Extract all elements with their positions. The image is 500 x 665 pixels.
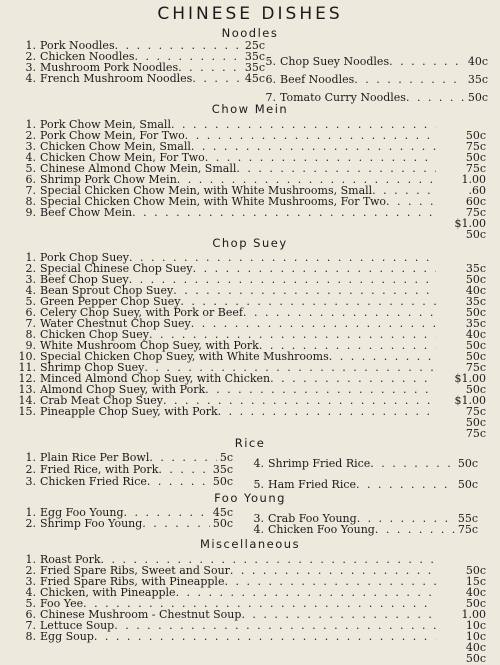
item-number: 8.: [25, 329, 36, 341]
item-name: Celery Chop Suey, with Pork or Beef: [40, 307, 243, 319]
item-price: 40c: [465, 328, 486, 341]
menu-item: [14, 73, 265, 85]
item-price: .60: [468, 184, 486, 197]
item-price: 50c: [465, 273, 486, 286]
item-name: Pineapple Chop Suey, with Pork: [40, 406, 218, 418]
item-number: 5.: [25, 598, 36, 610]
item-number: 10.: [18, 351, 36, 363]
item-price: 50c: [465, 564, 486, 577]
item-number: 1.: [25, 554, 36, 566]
menu-item: [250, 458, 478, 470]
item-name: Pork Chow Mein, For Two: [40, 130, 185, 142]
item-name: Crab Meat Chop Suey: [40, 395, 164, 407]
item-name: Lettuce Soup: [40, 620, 115, 632]
item-price: 50c: [465, 306, 486, 319]
leader-dots: [142, 518, 210, 530]
item-name: Minced Almond Chop Suey, with Chicken: [40, 373, 271, 385]
item-name: Chop Suey Noodles: [280, 56, 390, 68]
item-number: 4.: [25, 152, 36, 164]
item-price: 50c: [465, 228, 486, 241]
item-number: 3.: [25, 576, 36, 588]
item-number: 1.: [25, 40, 36, 52]
item-number: 6.: [265, 74, 276, 86]
item-number: 3.: [25, 274, 36, 286]
item-price: 50c: [465, 350, 486, 363]
item-name: Beef Noodles: [280, 74, 355, 86]
item-number: 2.: [25, 51, 36, 63]
item-number: 15.: [18, 406, 36, 418]
item-price: 25c: [244, 40, 265, 52]
item-price: 75c: [465, 162, 486, 175]
leader-dots: [147, 476, 210, 488]
item-number: 6.: [25, 307, 36, 319]
leader-dots: [370, 458, 455, 470]
item-price: 15c: [465, 575, 486, 588]
item-name: Chinese Almond Chow Mein, Small: [40, 163, 237, 175]
item-number: 1.: [25, 119, 36, 131]
leader-dots: [94, 631, 436, 643]
item-name: Chicken Chop Suey: [40, 329, 149, 341]
section-foo-young: Foo Young: [214, 491, 286, 505]
section-rice: Rice: [234, 436, 266, 450]
leader-dots: [375, 524, 455, 536]
menu-item: [14, 464, 233, 476]
section-chow-mein: Chow Mein: [211, 102, 289, 116]
menu-item: [262, 56, 488, 68]
item-name: Beef Chow Mein: [40, 207, 133, 219]
item-price: 75c: [465, 405, 486, 418]
item-price: 50c: [465, 416, 486, 429]
item-name: White Mushroom Chop Suey, with Pork: [40, 340, 259, 352]
item-price: 40c: [467, 56, 488, 68]
item-price: 50c: [212, 518, 233, 530]
item-number: 4.: [253, 458, 264, 470]
item-price: 35c: [244, 62, 265, 74]
item-name: Ham Fried Rice: [268, 479, 357, 491]
menu-item: [14, 631, 436, 643]
item-number: 2.: [25, 518, 36, 530]
item-price: 55c: [457, 513, 478, 525]
item-name: Pork Noodles: [40, 40, 115, 52]
item-name: Beef Chop Suey: [40, 274, 129, 286]
leader-dots: [389, 56, 465, 68]
item-name: Plain Rice Per Bowl: [40, 452, 150, 464]
item-price: 40c: [465, 586, 486, 599]
item-number: 5.: [25, 163, 36, 175]
item-number: 6.: [25, 174, 36, 186]
item-number: 3.: [25, 62, 36, 74]
item-price: 50c: [465, 129, 486, 142]
item-price: 50c: [465, 383, 486, 396]
item-number: 4.: [25, 285, 36, 297]
item-name: Special Chicken Chow Mein, with White Mushrooms, Small: [40, 185, 373, 197]
item-name: French Mushroom Noodles: [40, 73, 193, 85]
item-price: 50c: [212, 476, 233, 488]
leader-dots: [192, 73, 242, 85]
item-price: 50c: [457, 458, 478, 470]
item-name: Green Pepper Chop Suey: [40, 296, 181, 308]
menu-item: [14, 406, 436, 418]
item-price: 50c: [465, 652, 486, 665]
page-title: CHINESE DISHES: [157, 4, 343, 24]
menu-item: [262, 74, 488, 86]
item-price: 5c: [219, 452, 233, 464]
item-price: 1.00: [461, 608, 486, 621]
item-number: 13.: [18, 384, 36, 396]
item-number: 2.: [25, 565, 36, 577]
item-name: Chicken Foo Young: [268, 524, 375, 536]
item-price: 10c: [465, 619, 486, 632]
leader-dots: [158, 464, 209, 476]
item-name: Special Chicken Chow Mein, with White Mushrooms, For Two: [40, 196, 386, 208]
item-price: 35c: [465, 262, 486, 275]
item-number: 9.: [25, 340, 36, 352]
item-name: Crab Foo Young: [268, 513, 357, 525]
item-price: 50c: [467, 92, 488, 104]
item-number: 1.: [25, 252, 36, 264]
item-name: Chicken Chow Mein, Small: [40, 141, 191, 153]
item-number: 1.: [25, 507, 36, 519]
item-price: 40c: [465, 641, 486, 654]
section-chop-suey: Chop Suey: [212, 236, 288, 250]
item-name: Almond Chop Suey, with Pork: [40, 384, 206, 396]
item-price: 50c: [465, 339, 486, 352]
item-name: Fried Spare Ribs, with Pineapple: [40, 576, 225, 588]
item-number: 7.: [25, 318, 36, 330]
item-price: $1.00: [454, 394, 486, 407]
leader-dots: [132, 207, 436, 219]
item-name: Foo Yee: [40, 598, 84, 610]
item-name: Water Chestnut Chop Suey: [40, 318, 191, 330]
item-price: 45c: [244, 73, 265, 85]
item-price: 35c: [244, 51, 265, 63]
item-price: 50c: [465, 597, 486, 610]
item-price: 10c: [465, 630, 486, 643]
item-number: 3.: [25, 476, 36, 488]
item-name: Special Chinese Chop Suey: [40, 263, 193, 275]
leader-dots: [218, 406, 436, 418]
item-name: Chicken Chow Mein, For Two: [40, 152, 205, 164]
item-name: Egg Soup: [40, 631, 94, 643]
item-price: 75c: [465, 206, 486, 219]
item-number: 5.: [25, 296, 36, 308]
item-price: 75c: [465, 140, 486, 153]
menu-item: [250, 479, 478, 491]
item-number: 2.: [25, 130, 36, 142]
item-price: 35c: [467, 74, 488, 86]
item-number: 3.: [25, 141, 36, 153]
item-name: Chicken, with Pineapple: [40, 587, 176, 599]
item-price: 35c: [212, 464, 233, 476]
item-name: Chinese Mushroom - Chestnut Soup: [40, 609, 242, 621]
item-number: 2.: [25, 263, 36, 275]
item-name: Shrimp Foo Young: [40, 518, 143, 530]
item-name: Chicken Fried Rice: [40, 476, 147, 488]
section-miscellaneous: Miscellaneous: [199, 537, 301, 551]
item-price: $1.00: [454, 372, 486, 385]
item-name: Pork Chop Suey: [40, 252, 130, 264]
item-number: 4.: [25, 73, 36, 85]
item-name: Chicken Noodles: [40, 51, 135, 63]
item-name: Mushroom Pork Noodles: [40, 62, 179, 74]
item-number: 3.: [253, 513, 264, 525]
item-name: Roast Pork: [40, 554, 101, 566]
item-name: Pork Chow Mein, Small: [40, 119, 171, 131]
menu-item: [14, 207, 436, 219]
item-price: 60c: [465, 195, 486, 208]
item-price: 45c: [212, 507, 233, 519]
item-name: Special Chicken Chop Suey, with White Mushrooms: [40, 351, 329, 363]
item-number: 5.: [253, 479, 264, 491]
item-number: 12.: [18, 373, 36, 385]
item-name: Tomato Curry Noodles: [280, 92, 406, 104]
item-number: 2.: [25, 464, 36, 476]
menu-item: [14, 518, 233, 530]
item-price: 75c: [465, 427, 486, 440]
item-name: Bean Sprout Chop Suey: [40, 285, 174, 297]
item-name: Egg Foo Young: [40, 507, 124, 519]
item-name: Shrimp Fried Rice: [268, 458, 371, 470]
item-number: 8.: [25, 631, 36, 643]
item-name: Shrimp Pork Chow Mein: [40, 174, 177, 186]
leader-dots: [149, 452, 216, 464]
leader-dots: [354, 74, 465, 86]
item-number: 6.: [25, 609, 36, 621]
item-price: $1.00: [454, 217, 486, 230]
item-number: 9.: [25, 207, 36, 219]
menu-item: [250, 524, 478, 536]
item-number: 4.: [253, 524, 264, 536]
item-name: Fried Rice, with Pork: [40, 464, 159, 476]
item-price: 75c: [457, 524, 478, 536]
item-price: 1.00: [461, 173, 486, 186]
item-number: 7.: [25, 620, 36, 632]
menu-item: [14, 476, 233, 488]
item-price: 50c: [465, 151, 486, 164]
item-number: 7.: [265, 92, 276, 104]
leader-dots: [356, 479, 455, 491]
item-number: 4.: [25, 587, 36, 599]
item-number: 11.: [18, 362, 36, 374]
item-number: 5.: [265, 56, 276, 68]
item-number: 8.: [25, 196, 36, 208]
menu-item: [14, 452, 233, 464]
item-price: 75c: [465, 361, 486, 374]
item-name: Shrimp Chop Suey: [40, 362, 145, 374]
item-price: 35c: [465, 317, 486, 330]
item-price: 40c: [465, 284, 486, 297]
item-number: 7.: [25, 185, 36, 197]
section-noodles: Noodles: [221, 26, 279, 40]
item-number: 1.: [25, 452, 36, 464]
item-name: Fried Spare Ribs, Sweet and Sour: [40, 565, 230, 577]
item-number: 14.: [18, 395, 36, 407]
item-price: 50c: [457, 479, 478, 491]
item-price: 35c: [465, 295, 486, 308]
